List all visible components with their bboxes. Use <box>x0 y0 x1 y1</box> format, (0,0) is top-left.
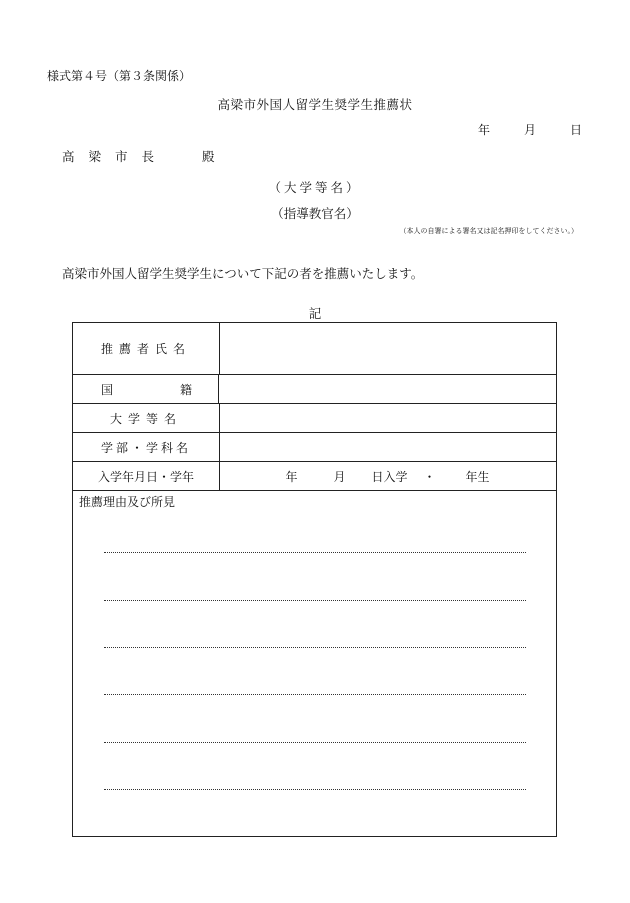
reason-label: 推薦理由及び所見 <box>79 495 176 509</box>
reason-dotted-line[interactable] <box>104 600 526 601</box>
enroll-grade-label: 年生 <box>465 469 490 484</box>
enroll-day-label: 日入学 <box>371 469 408 484</box>
form-number: 様式第４号（第３条関係） <box>47 69 192 83</box>
ki-heading: 記 <box>308 306 322 321</box>
date-month-label: 月 <box>523 123 536 137</box>
enroll-year-label: 年 <box>285 469 298 484</box>
name-label: 推薦者氏名 <box>73 323 220 374</box>
table-row-nationality <box>73 375 556 404</box>
university-label: 大学等名 <box>73 404 220 432</box>
nationality-field[interactable] <box>219 375 556 403</box>
reason-dotted-line[interactable] <box>104 742 526 743</box>
intro-text: 高梁市外国人留学生奨学生について下記の者を推薦いたします。 <box>62 266 424 281</box>
document-title: 高梁市外国人留学生奨学生推薦状 <box>217 97 413 112</box>
enrollment-field[interactable] <box>219 462 556 490</box>
university-name-line: （大学等名） <box>268 180 362 195</box>
university-field[interactable] <box>219 404 556 432</box>
date-day-label: 日 <box>569 123 582 137</box>
table-row-faculty <box>73 433 556 462</box>
enrollment-label: 入学年月日・学年 <box>73 462 220 490</box>
nationality-label-part1: 国 <box>101 382 114 397</box>
faculty-label: 学部・学科名 <box>73 433 220 461</box>
faculty-field[interactable] <box>219 433 556 461</box>
table-row-enrollment <box>73 462 556 491</box>
recommendation-table <box>72 322 557 837</box>
signature-note: （本人の自署による署名又は記名押印をしてください。） <box>399 227 578 235</box>
addressee-name: 高梁市長 <box>62 149 169 164</box>
reason-dotted-line[interactable] <box>104 694 526 695</box>
enroll-separator: ・ <box>423 469 436 484</box>
nationality-label-part2: 籍 <box>179 382 192 397</box>
name-field[interactable] <box>219 323 556 374</box>
date-line <box>478 121 582 138</box>
reason-dotted-line[interactable] <box>104 789 526 790</box>
reason-dotted-line[interactable] <box>104 552 526 553</box>
table-row-university <box>73 404 556 433</box>
nationality-label <box>73 375 219 403</box>
date-year-label: 年 <box>477 123 490 137</box>
reason-dotted-line[interactable] <box>104 647 526 648</box>
addressee <box>62 147 215 165</box>
instructor-name-line: （指導教官名） <box>271 206 359 221</box>
addressee-honorific: 殿 <box>202 149 215 164</box>
enroll-month-label: 月 <box>333 469 346 484</box>
table-row-name <box>73 323 556 375</box>
